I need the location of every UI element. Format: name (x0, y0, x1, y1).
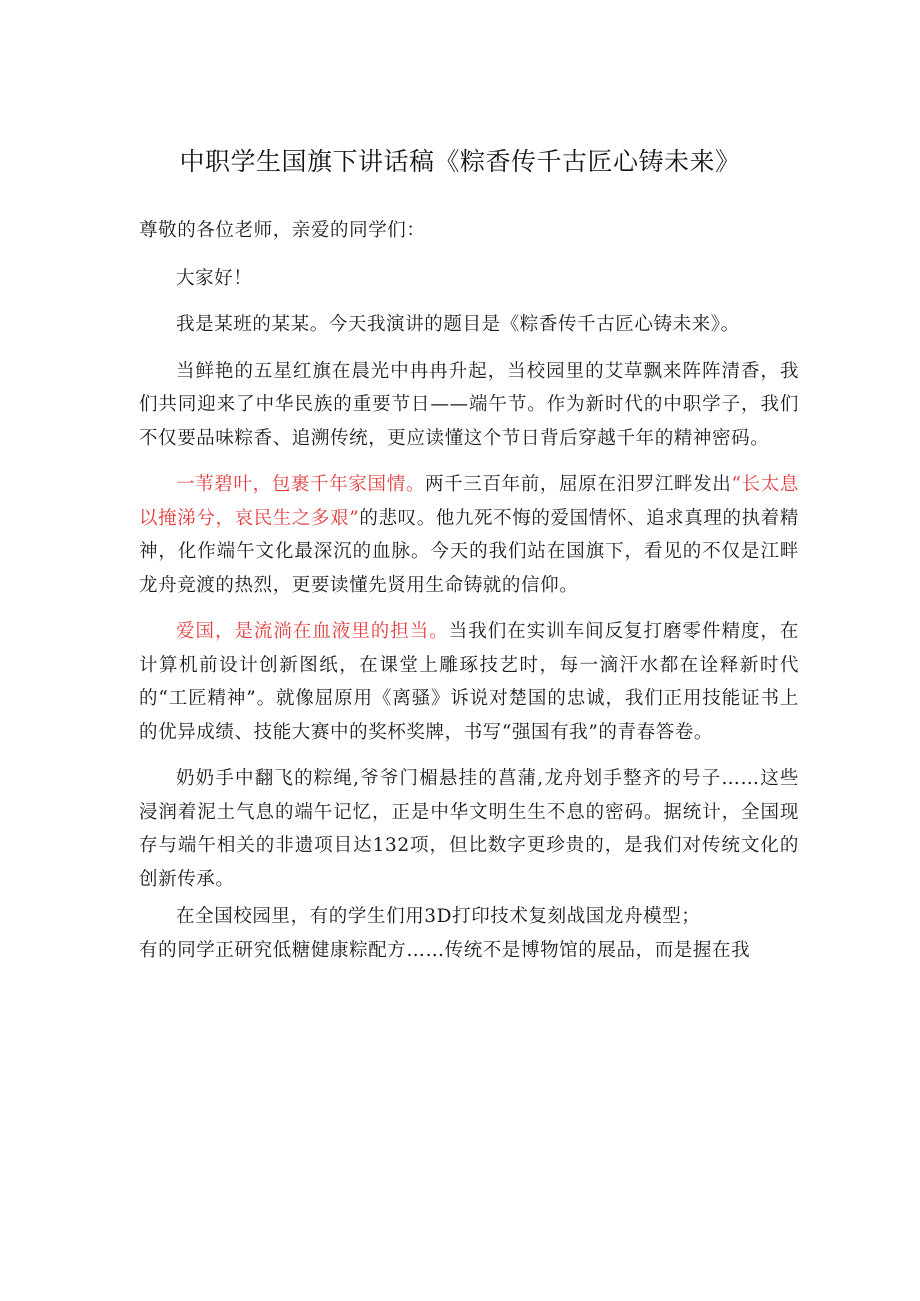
paragraph-text: 两千三百年前，屈原在汨罗江畔发出 (425, 474, 732, 495)
paragraph-2 (139, 468, 799, 602)
paragraph-text: 当我们在实训车间反复打磨零件精度，在计算机前设计创新图纸，在课堂上雕琢技艺时，每一滴汗水都在诠释新时代的“工匠精神”。就像屈原用《离骚》诉说对楚国的忠诚，我们正用技能证书上的优异成绩、技能大赛中的奖杯奖牌，书写“强国有我”的青春答卷。 (139, 621, 799, 743)
paragraph-3 (139, 615, 799, 749)
greeting: 大家好！ (176, 267, 253, 289)
salutation: 尊敬的各位老师，亲爱的同学们： (139, 220, 426, 241)
paragraph-5-line-1: 在全国校园里，有的学生们用3D打印技术复刻战国龙舟模型； (176, 906, 701, 927)
page-title: 中职学生国旗下讲话稿《粽香传千古匠心铸未来》 (179, 147, 741, 176)
document-body (139, 214, 799, 967)
paragraph-5-line-2: 有的同学正研究低糖健康粽配方……传统不是博物馆的展品，而是握在我 (139, 939, 751, 961)
quote-highlight: “长太息以掩涕兮，哀民生之多艰” (139, 474, 799, 529)
highlight-phrase: 爱国，是流淌在血液里的担当。 (176, 621, 449, 642)
highlight-phrase: 一苇碧叶，包裹千年家国情。 (176, 474, 425, 495)
intro-paragraph: 我是某班的某某。今天我演讲的题目是《粽香传千古匠心铸未来》。 (176, 314, 740, 335)
paragraph-text: 的悲叹。他九死不悔的爱国情怀、追求真理的执着精神，化作端午文化最深沉的血脉。今天的我们站在国旗下，看见的不仅是江畔龙舟竞渡的热烈，更要读懂先贤用生命铸就的信仰。 (139, 507, 799, 596)
paragraph-1: 当鲜艳的五星红旗在晨光中冉冉升起，当校园里的艾草飘来阵阵清香，我们共同迎来了中华民族的重要节日——端午节。作为新时代的中职学子，我们不仅要品味粽香、追溯传统，更应读懂这个节日背后穿越千年的精神密码。 (139, 360, 799, 449)
paragraph-4: 奶奶手中翻飞的粽绳,爷爷门楣悬挂的菖蒲,龙舟划手整齐的号子……这些浸润着泥土气息的端午记忆，正是中华文明生生不息的密码。据统计，全国现存与端午相关的非遗项目达132项，但比数字更珍贵的，是我们对传统文化的创新传承。 (139, 768, 799, 890)
